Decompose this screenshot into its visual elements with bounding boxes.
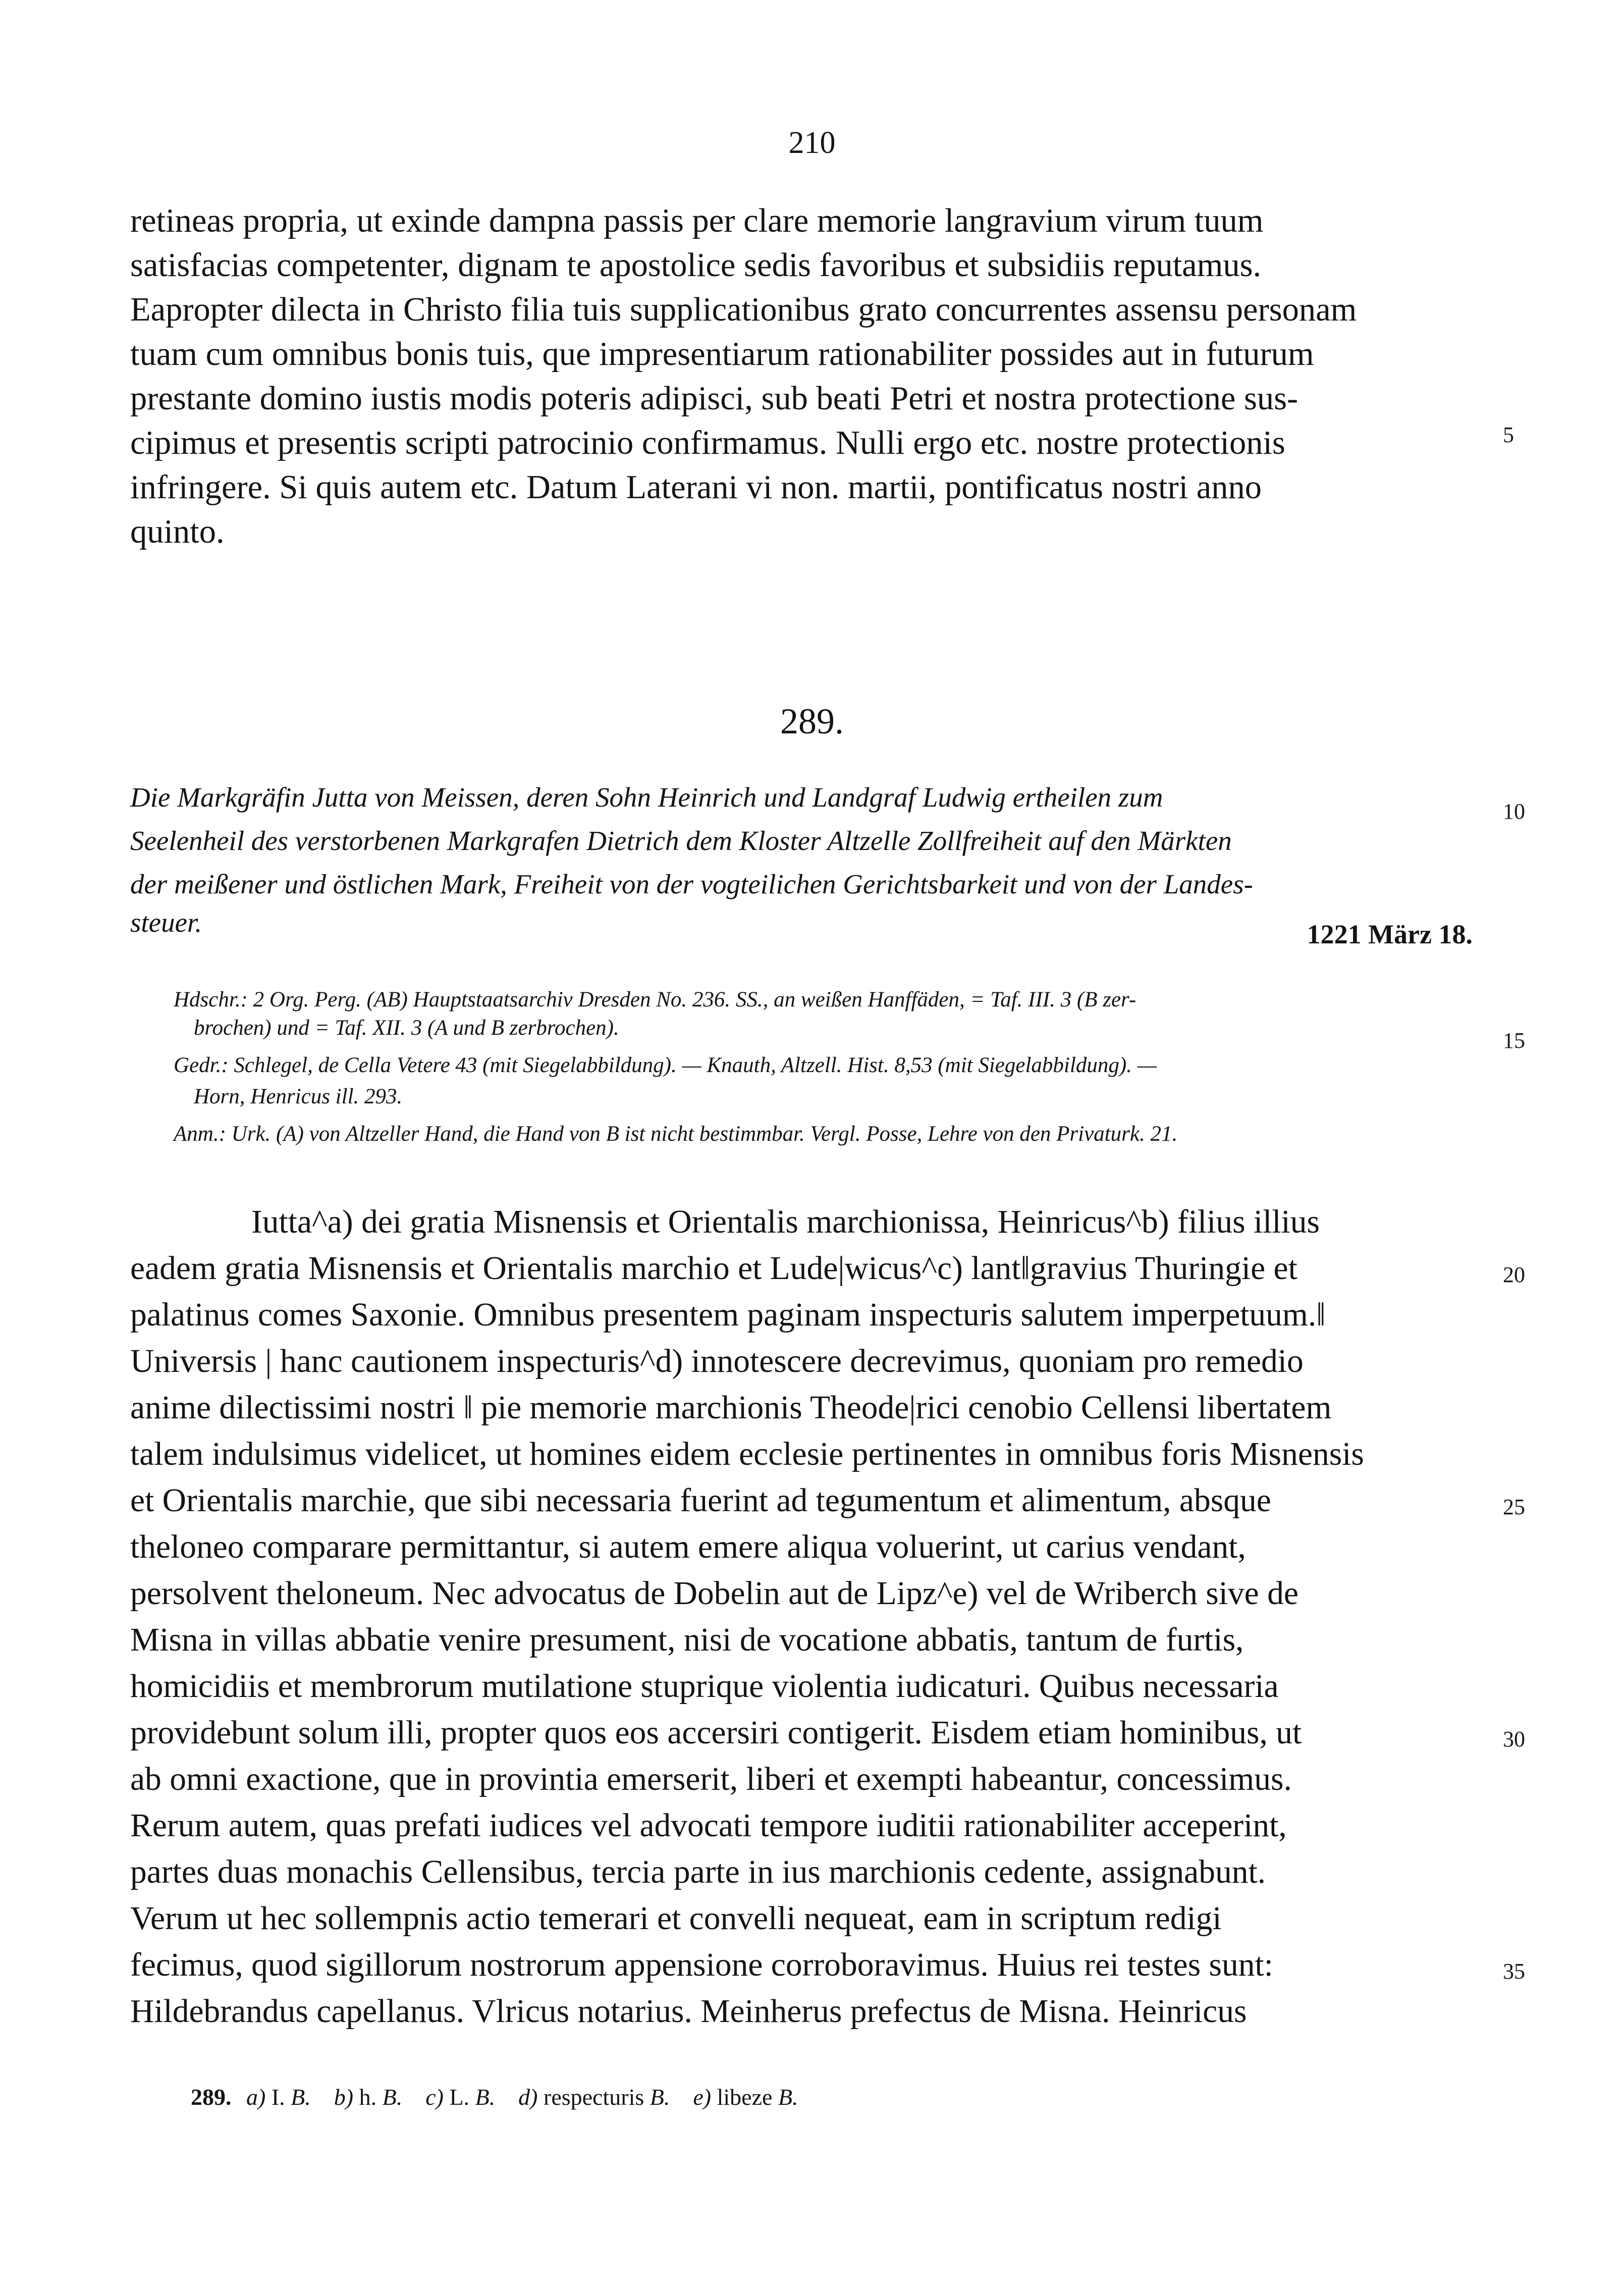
text-line: satisfacias competenter, dignam te apostolice sedis favoribus et subsidiis reputamus. — [130, 247, 1262, 284]
text-line: Iutta^a) dei gratia Misnensis et Orientalis marchionissa, Heinricus^b) filius illius — [251, 1204, 1320, 1240]
text-line: homicidiis et membrorum mutilatione stuprique violentia iudicaturi. Quibus necessaria — [130, 1668, 1279, 1705]
text-line: prestante domino iustis modis poteris adipisci, sub beati Petri et nostra protectione sus- — [130, 380, 1298, 417]
line-number: 20 — [1503, 1262, 1525, 1287]
footnote-d: d) respecturis B. — [518, 2084, 670, 2110]
source-line: Horn, Henricus ill. 293. — [194, 1085, 403, 1108]
line-number: 25 — [1503, 1495, 1525, 1519]
summary-line: steuer. — [130, 907, 202, 938]
text-line: fecimus, quod sigillorum nostrorum appensione corroboravimus. Huius rei testes sunt: — [130, 1947, 1273, 1983]
source-line: Anm.: Urk. (A) von Altzeller Hand, die Hand von B ist nicht bestimmbar. Vergl. Posse, Lehre von den Privaturk. 21. — [174, 1122, 1178, 1146]
text-line: Rerum autem, quas prefati iudices vel advocati tempore iuditii rationabiliter acceperint, — [130, 1808, 1287, 1844]
line-number: 35 — [1503, 1959, 1525, 1984]
footnote-a: a) I. B. — [246, 2084, 311, 2110]
source-line: Hdschr.: 2 Org. Perg. (AB) Hauptstaatsarchiv Dresden No. 236. SS., an weißen Hanffäden, = Taf. III. 3 (B zer- — [174, 988, 1136, 1012]
line-number: 5 — [1503, 422, 1514, 447]
text-line: infringere. Si quis autem etc. Datum Laterani vi non. martii, pontificatus nostri anno — [130, 469, 1262, 506]
document-date: 1221 März 18. — [1307, 919, 1473, 949]
text-line: palatinus comes Saxonie. Omnibus presentem paginam inspecturis salutem imperpetuum.‖ — [130, 1297, 1326, 1333]
footnote-c: c) L. B. — [425, 2084, 496, 2110]
text-line: talem indulsimus videlicet, ut homines eidem ecclesie pertinentes in omnibus foris Misnensis — [130, 1436, 1364, 1472]
text-line: tuam cum omnibus bonis tuis, que impresentiarum rationabiliter possides aut in futurum — [130, 336, 1314, 373]
text-line: providebunt solum illi, propter quos eos accersiri contigerit. Eisdem etiam hominibus, ut — [130, 1715, 1302, 1751]
text-line: Hildebrandus capellanus. Vlricus notarius. Meinherus prefectus de Misna. Heinricus — [130, 1993, 1247, 2030]
line-number: 30 — [1503, 1727, 1525, 1751]
footnotes — [191, 2084, 798, 2110]
text-line: Universis | hanc cautionem inspecturis^d) innotescere decrevimus, quoniam pro remedio — [130, 1343, 1304, 1379]
text-line: quinto. — [130, 513, 225, 550]
line-number: 15 — [1503, 1028, 1525, 1053]
footnote-e: e) libeze B. — [693, 2084, 798, 2110]
text-line: ab omni exactione, que in provintia emerserit, liberi et exempti habeantur, concessimus. — [130, 1761, 1292, 1797]
text-line: cipimus et presentis scripti patrocinio confirmamus. Nulli ergo etc. nostre protectionis — [130, 424, 1285, 461]
text-line: theloneo comparare permittantur, si autem emere aliqua voluerint, ut carius vendant, — [130, 1529, 1246, 1565]
text-line: partes duas monachis Cellensibus, tercia parte in ius marchionis cedente, assignabunt. — [130, 1854, 1266, 1890]
summary-line: der meißener und östlichen Mark, Freiheit von der vogteilichen Gerichtsbarkeit und von der Landes- — [130, 869, 1253, 899]
text-line: Eapropter dilecta in Christo filia tuis supplicationibus grato concurrentes assensu personam — [130, 291, 1357, 328]
text-line: eadem gratia Misnensis et Orientalis marchio et Lude|wicus^c) lant‖gravius Thuringie et — [130, 1250, 1297, 1287]
text-line: anime dilectissimi nostri ‖ pie memorie marchionis Theode|rici cenobio Cellensi libertatem — [130, 1390, 1332, 1426]
line-number: 10 — [1503, 799, 1525, 824]
text-line: Misna in villas abbatie venire presument, nisi de vocatione abbatis, tantum de furtis, — [130, 1622, 1244, 1658]
source-line: Gedr.: Schlegel, de Cella Vetere 43 (mit Siegelabbildung). — Knauth, Altzell. Hist. 8,53 (mit Siegelabbildung). — — [174, 1053, 1157, 1077]
page-number: 210 — [788, 126, 836, 160]
footnote-document-number: 289. — [191, 2084, 232, 2110]
document-number: 289. — [780, 701, 844, 741]
summary-line: Seelenheil des verstorbenen Markgrafen Dietrich dem Kloster Altzelle Zollfreiheit auf den Märkten — [130, 825, 1232, 856]
text-line: Verum ut hec sollempnis actio temerari et convelli nequeat, eam in scriptum redigi — [130, 1900, 1222, 1937]
text-line: et Orientalis marchie, que sibi necessaria fuerint ad tegumentum et alimentum, absque — [130, 1482, 1271, 1519]
source-line: brochen) und = Taf. XII. 3 (A und B zerbrochen). — [194, 1016, 619, 1040]
footnote-b: b) h. B. — [334, 2084, 403, 2110]
text-line: retineas propria, ut exinde dampna passis per clare memorie langravium virum tuum — [130, 202, 1264, 239]
text-line: persolvent theloneum. Nec advocatus de Dobelin aut de Lipz^e) vel de Wriberch sive de — [130, 1575, 1298, 1612]
summary-line: Die Markgräfin Jutta von Meissen, deren Sohn Heinrich und Landgraf Ludwig ertheilen zum — [130, 782, 1163, 813]
